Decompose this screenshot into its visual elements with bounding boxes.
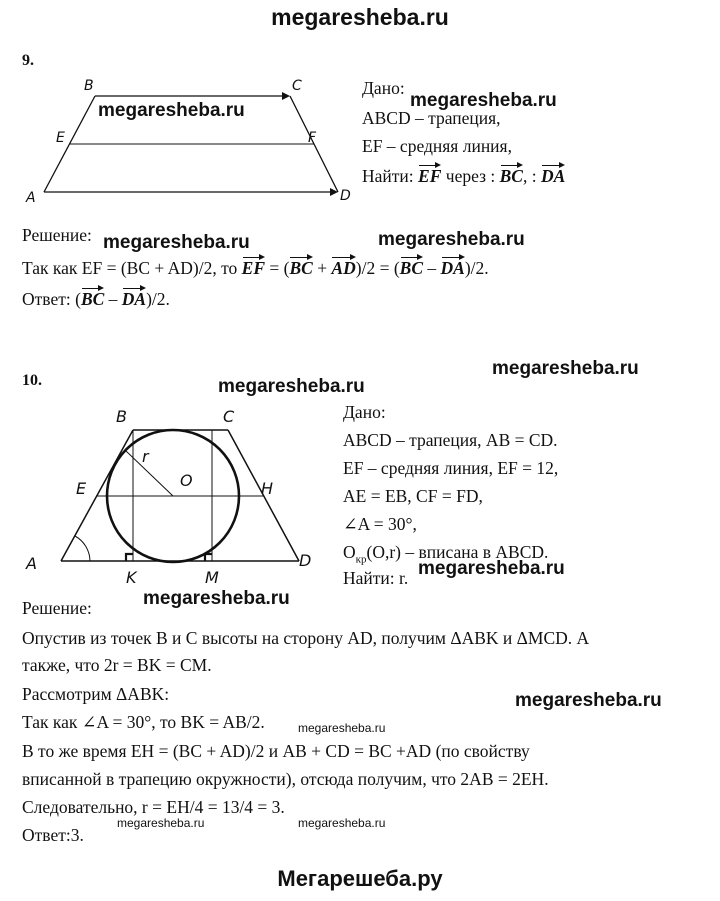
task-10-solution-line6: вписанной в трапецию окружности), отсюда получим, что 2AB = 2EH.	[22, 769, 549, 789]
task-9-given-line2: EF – средняя линия,	[362, 136, 512, 156]
watermark: megaresheba.ru	[117, 816, 205, 830]
task-9-given-line1: ABCD – трапеция,	[362, 108, 501, 128]
answer-text: )/2.	[146, 289, 170, 309]
task-10-solution-line7: Следовательно, r = EH/4 = 13/4 = 3.	[22, 797, 285, 817]
label-B: B	[116, 407, 127, 426]
watermark: megaresheba.ru	[143, 588, 290, 609]
watermark: megaresheba.ru	[378, 229, 525, 250]
answer-text: –	[108, 289, 118, 309]
watermark: megaresheba.ru	[410, 90, 557, 111]
label-A: A	[26, 554, 37, 573]
solution-text: –	[427, 258, 437, 278]
solution-text: )/2 = (	[355, 258, 400, 278]
task-10-given-line2: EF – средняя линия, EF = 12,	[343, 458, 559, 478]
vector-DA: DA	[121, 289, 147, 309]
task-10-solution-title: Решение:	[22, 598, 92, 618]
circle-symbol: O	[343, 542, 356, 562]
watermark: megaresheba.ru	[298, 721, 386, 735]
find-separator: , :	[522, 166, 537, 186]
watermark: megaresheba.ru	[492, 358, 639, 379]
label-D: D	[340, 188, 351, 204]
vector-EF: EF	[418, 166, 442, 186]
solution-text: Так как EF = (BC + AD)/2, то	[22, 258, 238, 278]
label-B: B	[84, 78, 94, 94]
task-10-given-line3: AE = EB, CF = FD,	[343, 486, 483, 506]
watermark: megaresheba.ru	[218, 376, 365, 397]
label-C: C	[223, 407, 235, 426]
label-r: r	[142, 447, 149, 466]
site-footer: Мегарешеба.ру	[277, 866, 443, 891]
watermark: megaresheba.ru	[103, 232, 250, 253]
given-text: (O,r) – вписана в ABCD.	[366, 542, 549, 562]
label-H: H	[261, 479, 274, 498]
solution-text: = (	[269, 258, 290, 278]
task-10-find: Найти: r.	[343, 568, 409, 588]
watermark: megaresheba.ru	[515, 690, 662, 711]
vector-EF: EF	[241, 258, 266, 278]
circle-subscript: кр	[355, 553, 367, 566]
task-10-answer: Ответ:3.	[22, 825, 84, 845]
vector-AD: AD	[331, 258, 356, 278]
task-10-solution-line1: Опустив из точек B и C высоты на сторону AD, получим ΔABK и ΔMCD. А	[22, 628, 590, 648]
trapezoid-figure-10	[20, 398, 320, 588]
label-A: A	[26, 190, 36, 206]
task-9-solution-line	[22, 256, 489, 278]
task-9-answer	[22, 287, 170, 309]
task-9-number: 9.	[22, 52, 34, 69]
trapezoid-figure-9	[20, 70, 360, 210]
watermark: megaresheba.ru	[418, 558, 565, 579]
solution-text: +	[317, 258, 328, 278]
label-E: E	[56, 130, 65, 146]
task-10-solution-line5: В то же время EH = (BC + AD)/2 и AB + CD = BC +AD (по свойству	[22, 741, 530, 761]
watermark: megaresheba.ru	[298, 816, 386, 830]
label-F: F	[308, 130, 317, 146]
find-via: через :	[445, 166, 496, 186]
vector-DA: DA	[440, 258, 465, 278]
task-10-given-title: Дано:	[343, 402, 386, 422]
task-10-solution-line4: Так как ∠A = 30°, то BK = AB/2.	[22, 712, 265, 732]
vector-BC: BC	[80, 289, 105, 309]
answer-text: Ответ: (	[22, 289, 81, 309]
task-9-solution-title: Решение:	[22, 225, 92, 245]
label-E: E	[76, 479, 87, 498]
label-D: D	[299, 551, 312, 570]
find-prefix: Найти:	[362, 166, 414, 186]
vector-BC: BC	[289, 258, 313, 278]
label-K: K	[126, 568, 137, 587]
label-C: C	[292, 78, 302, 94]
solution-text: )/2.	[464, 258, 489, 278]
task-10-given-line1: ABCD – трапеция, AB = CD.	[343, 430, 558, 450]
site-header: megaresheba.ru	[271, 4, 449, 30]
task-9-given-title: Дано:	[362, 78, 405, 98]
watermark: megaresheba.ru	[98, 100, 245, 121]
task-10-given-line4: ∠A = 30°,	[343, 514, 417, 534]
label-O: O	[180, 471, 193, 490]
vector-BC: BC	[399, 258, 424, 278]
task-9-find	[362, 164, 565, 186]
vector-BC: BC	[499, 166, 523, 186]
vector-DA: DA	[540, 166, 566, 186]
task-10-number: 10.	[22, 372, 42, 389]
label-M: M	[205, 568, 219, 587]
task-10-solution-line3: Рассмотрим ΔABK:	[22, 684, 170, 704]
task-10-solution-line2: также, что 2r = BK = CM.	[22, 655, 212, 675]
